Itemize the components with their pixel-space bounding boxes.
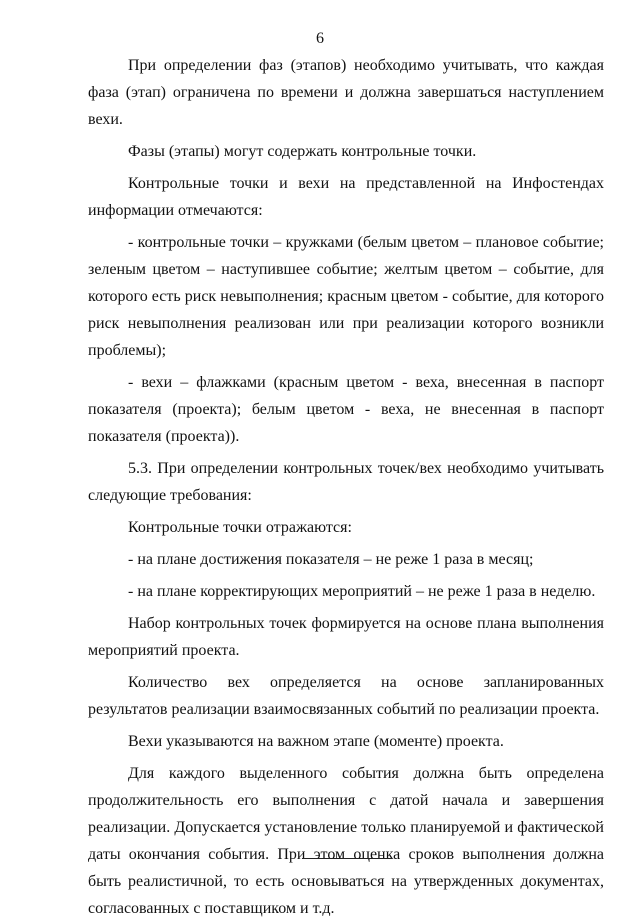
page-number: 6 [316, 30, 324, 47]
paragraph: Для каждого выделенного события должна быть определена продолжительность его выполнения с датой начала и завершения реализации. Допускается установление только планируемой и фактической даты окончания события. При этом оценка сроков выполнения должна быть реалистичной, то есть основываться на утвержденных документах, согласованных с поставщиком и т.д. [88, 765, 604, 917]
paragraph: - на плане корректирующих мероприятий – не реже 1 раза в неделю. [128, 583, 596, 600]
paragraph: 5.3. При определении контрольных точек/вех необходимо учитывать следующие требования: [88, 460, 604, 504]
paragraph: Фазы (этапы) могут содержать контрольные точки. [128, 143, 477, 160]
paragraph: Вехи указываются на важном этапе (моменте) проекта. [128, 733, 504, 750]
paragraph: - контрольные точки – кружками (белым цветом – плановое событие; зеленым цветом – наступившее событие; желтым цветом – событие, для которого есть риск невыполнения; красным цветом - событие, для которого риск невыполнения реализован или при реализации которого возникли проблемы); [88, 234, 604, 359]
footer-divider [302, 858, 392, 859]
paragraph: Контрольные точки и вехи на представленной на Инфостендах информации отмечаются: [88, 175, 604, 219]
paragraph: - вехи – флажками (красным цветом - веха, внесенная в паспорт показателя (проекта); белым цветом - веха, не внесенная в паспорт показателя (проекта)). [88, 374, 604, 445]
paragraph: - на плане достижения показателя – не реже 1 раза в месяц; [128, 551, 534, 568]
paragraph: Контрольные точки отражаются: [128, 519, 352, 536]
paragraph: Количество вех определяется на основе запланированных результатов реализации взаимосвязанных событий по реализации проекта. [88, 674, 604, 718]
document-body [88, 52, 604, 922]
paragraph: Набор контрольных точек формируется на основе плана выполнения мероприятий проекта. [88, 615, 604, 659]
paragraph: При определении фаз (этапов) необходимо учитывать, что каждая фаза (этап) ограничена по времени и должна завершаться наступлением вехи. [88, 57, 604, 128]
